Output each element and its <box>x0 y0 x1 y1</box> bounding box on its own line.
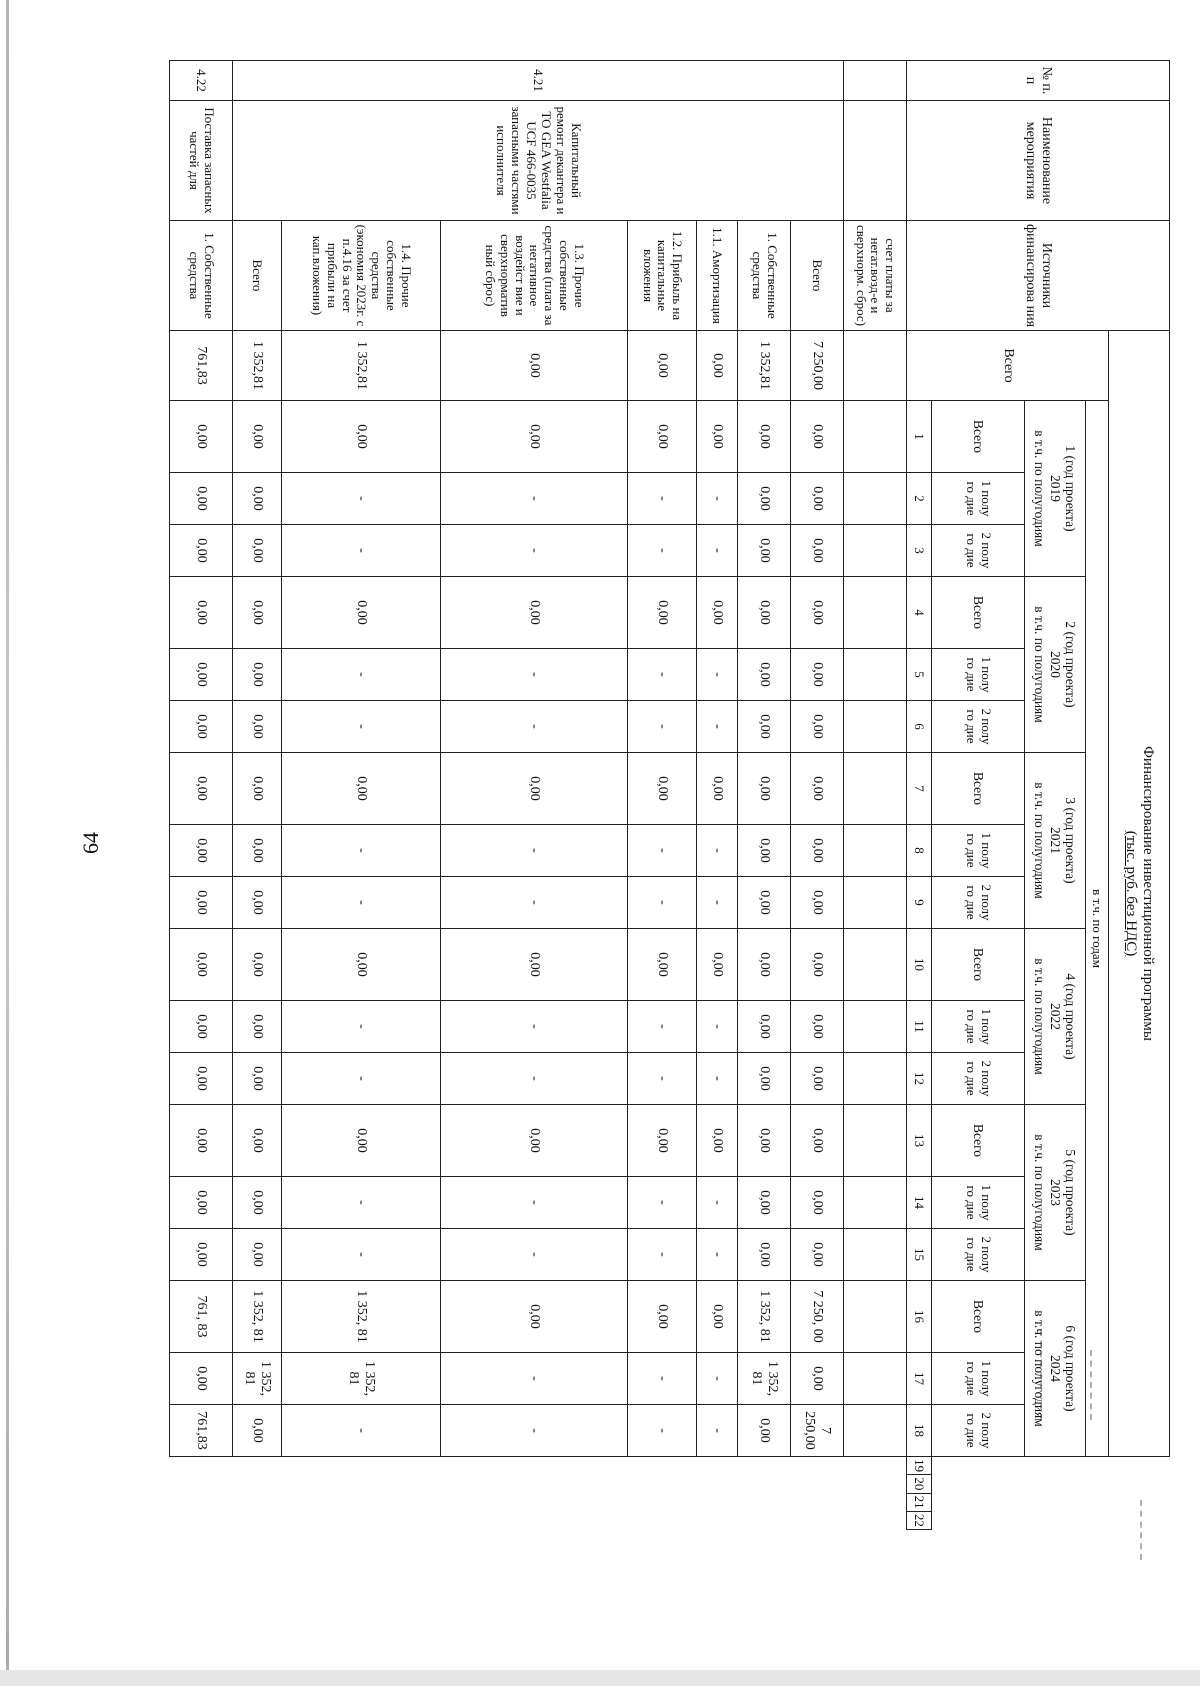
cell-value: - <box>282 1229 441 1281</box>
cell-value: 1 352, 81 <box>233 1353 282 1405</box>
year-sub: в т.ч. по полугодиям <box>1032 606 1048 723</box>
cell-value <box>844 1229 907 1281</box>
cell-value: 0,00 <box>233 525 282 577</box>
cell-value <box>844 1105 907 1177</box>
cell-value: - <box>441 1001 628 1053</box>
cell-value: - <box>282 877 441 929</box>
item-name: Поставка запасных частей для <box>170 101 233 221</box>
cell-value <box>844 1281 907 1353</box>
cell-value: 0,00 <box>282 753 441 825</box>
cell-value: - <box>282 701 441 753</box>
header-year-total: Всего <box>932 1105 1025 1177</box>
item-number: 4.22 <box>170 61 233 101</box>
cell-value: 0,00 <box>170 825 233 877</box>
cell-value: 1 352, 81 <box>738 1281 791 1353</box>
cell-value: 0,00 <box>738 401 791 473</box>
cell-value: 0,00 <box>441 1281 628 1353</box>
year-value: 2022 <box>1047 1003 1063 1030</box>
cell-value: - <box>282 1405 441 1457</box>
cell-value: 0,00 <box>738 1405 791 1457</box>
cell-value: 0,00 <box>738 525 791 577</box>
cell-value: - <box>697 1053 738 1105</box>
cell-value: 0,00 <box>170 1053 233 1105</box>
header-year-5 <box>1025 1105 1086 1281</box>
cell-value: - <box>697 649 738 701</box>
cell-value <box>844 753 907 825</box>
cell-value: 0,00 <box>738 1053 791 1105</box>
cell-value: 0,00 <box>170 1177 233 1229</box>
year-sub: в т.ч. по полугодиям <box>1032 1310 1048 1427</box>
cell-value: 0,00 <box>170 401 233 473</box>
header-year-6 <box>1025 1281 1086 1457</box>
cell-value: 0,00 <box>738 929 791 1001</box>
cell-value: - <box>628 1001 697 1053</box>
cell-source: счет платы за негат.возд-е и сверхнорм. сброс) <box>844 221 907 331</box>
cell-value: 7 250, 00 <box>791 1281 844 1353</box>
year-value: 2020 <box>1047 651 1063 678</box>
cell-value: 0,00 <box>233 929 282 1001</box>
year-value: 2019 <box>1047 475 1063 502</box>
cell-value: - <box>441 701 628 753</box>
column-number: 1 <box>907 401 932 473</box>
cell-value: - <box>628 1053 697 1105</box>
cell-name <box>844 101 907 221</box>
cell-value: 0,00 <box>233 1053 282 1105</box>
cell-value: - <box>441 877 628 929</box>
page-edge <box>6 0 9 1686</box>
year-label: 2 (год проекта) <box>1063 621 1079 708</box>
cell-value: 0,00 <box>628 929 697 1001</box>
cell-value: 0,00 <box>791 1105 844 1177</box>
cell-value: 0,00 <box>697 577 738 649</box>
cell-total: 761,83 <box>170 331 233 401</box>
page-shadow <box>0 1670 1200 1686</box>
cell-value: 0,00 <box>282 1105 441 1177</box>
cell-value: - <box>441 1353 628 1405</box>
cell-value: 0,00 <box>233 701 282 753</box>
header-half-1: 1 полу го дие <box>932 825 1025 877</box>
cell-value: 0,00 <box>791 877 844 929</box>
column-number: 4 <box>907 577 932 649</box>
cell-value: 0,00 <box>738 825 791 877</box>
cell-value <box>844 877 907 929</box>
cell-value: 0,00 <box>233 1177 282 1229</box>
cell-value <box>844 401 907 473</box>
cell-value: 0,00 <box>170 577 233 649</box>
header-half-1: 1 полу го дие <box>932 1177 1025 1229</box>
cell-value: 0,00 <box>791 1353 844 1405</box>
cell-value: 0,00 <box>697 1281 738 1353</box>
header-half-1: 1 полу го дие <box>932 473 1025 525</box>
table-title-line2: (тыс. руб. без НДС) <box>1123 830 1139 957</box>
table-row <box>738 61 791 1530</box>
cell-value: 0,00 <box>738 753 791 825</box>
header-year-total: Всего <box>932 929 1025 1001</box>
cell-value: 0,00 <box>791 473 844 525</box>
cell-value: - <box>697 1177 738 1229</box>
cell-value: - <box>628 525 697 577</box>
cell-value: 0,00 <box>791 825 844 877</box>
column-number: 21 <box>907 1493 932 1511</box>
year-label: 1 (год проекта) <box>1063 445 1079 532</box>
cell-value: 761, 83 <box>170 1281 233 1353</box>
column-number: 14 <box>907 1177 932 1229</box>
header-year-total: Всего <box>932 401 1025 473</box>
header-half-2: 2 полу го дие <box>932 877 1025 929</box>
cell-value: 0,00 <box>233 1405 282 1457</box>
cell-value: - <box>441 1405 628 1457</box>
header-half-2: 2 полу го дие <box>932 701 1025 753</box>
page-number: 64 <box>78 832 103 854</box>
cell-value: 0,00 <box>233 1001 282 1053</box>
column-number: 6 <box>907 701 932 753</box>
cell-value: 0,00 <box>441 929 628 1001</box>
column-number: 7 <box>907 753 932 825</box>
cell-value <box>844 473 907 525</box>
cell-total: 1 352,81 <box>233 331 282 401</box>
cell-value: 0,00 <box>628 753 697 825</box>
cell-value: 0,00 <box>738 701 791 753</box>
cell-value: 0,00 <box>233 1105 282 1177</box>
cell-value: 0,00 <box>170 473 233 525</box>
cell-value: 0,00 <box>791 649 844 701</box>
header-half-1: 1 полу го дие <box>932 1353 1025 1405</box>
year-value: 2024 <box>1047 1355 1063 1383</box>
cell-value: 0,00 <box>697 1105 738 1177</box>
cell-value: 0,00 <box>791 577 844 649</box>
cell-value: 0,00 <box>233 753 282 825</box>
cell-value: 0,00 <box>791 1001 844 1053</box>
cell-value: 0,00 <box>791 1229 844 1281</box>
year-label: 5 (год проекта) <box>1063 1149 1079 1236</box>
cell-value <box>844 1353 907 1405</box>
cell-value: 0,00 <box>170 1353 233 1405</box>
cell-value: 0,00 <box>791 753 844 825</box>
cell-value: 0,00 <box>170 877 233 929</box>
cell-value: 1 352, 81 <box>233 1281 282 1353</box>
cell-value: - <box>282 525 441 577</box>
cell-total: 7 250,00 <box>791 331 844 401</box>
cell-value: - <box>441 649 628 701</box>
cell-value: 7 250,00 <box>791 1405 844 1457</box>
cell-value: 0,00 <box>170 649 233 701</box>
cell-value <box>844 825 907 877</box>
cell-value: 0,00 <box>441 577 628 649</box>
column-number: 15 <box>907 1229 932 1281</box>
cell-value: 0,00 <box>170 1105 233 1177</box>
cell-value: 0,00 <box>738 877 791 929</box>
cell-source: 1.1. Амортизация <box>697 221 738 331</box>
year-value: 2021 <box>1047 827 1063 854</box>
table-row <box>170 61 233 1530</box>
cell-value: 0,00 <box>738 473 791 525</box>
column-number: 16 <box>907 1281 932 1353</box>
cell-value: 0,00 <box>738 1001 791 1053</box>
cell-value: - <box>282 1053 441 1105</box>
cell-value: - <box>441 1229 628 1281</box>
financing-table <box>169 60 1170 1530</box>
column-number: 18 <box>907 1405 932 1457</box>
cell-value: 0,00 <box>791 525 844 577</box>
cell-value: 0,00 <box>170 753 233 825</box>
cell-value: 0,00 <box>791 929 844 1001</box>
cell-value: 0,00 <box>441 753 628 825</box>
cell-value <box>844 701 907 753</box>
cell-value: 0,00 <box>233 877 282 929</box>
cell-value: - <box>697 525 738 577</box>
year-value: 2023 <box>1047 1179 1063 1206</box>
column-number: 20 <box>907 1475 932 1493</box>
table-row <box>441 61 628 1530</box>
column-number: 17 <box>907 1353 932 1405</box>
header-year-1 <box>1025 401 1086 577</box>
cell-value: 0,00 <box>738 1229 791 1281</box>
table-row <box>791 61 844 1530</box>
cell-value <box>844 525 907 577</box>
cell-value: - <box>441 1177 628 1229</box>
header-half-1: 1 полу го дие <box>932 649 1025 701</box>
cell-value: 0,00 <box>738 577 791 649</box>
cell-value: 1 352, 81 <box>282 1353 441 1405</box>
column-number: 2 <box>907 473 932 525</box>
cell-value <box>844 1177 907 1229</box>
header-half-1: 1 полу го дие <box>932 1001 1025 1053</box>
cell-value: 0,00 <box>697 753 738 825</box>
cell-value: 0,00 <box>233 1229 282 1281</box>
cell-value: - <box>282 1001 441 1053</box>
cell-value: - <box>697 1229 738 1281</box>
cell-total: 1 352,81 <box>282 331 441 401</box>
cell-value: 0,00 <box>738 649 791 701</box>
cell-value: - <box>697 1405 738 1457</box>
cell-value <box>844 1053 907 1105</box>
cell-value: - <box>441 525 628 577</box>
cell-value: 0,00 <box>738 1177 791 1229</box>
header-half-2: 2 полу го дие <box>932 1053 1025 1105</box>
cell-value: - <box>282 825 441 877</box>
cell-value: 0,00 <box>441 401 628 473</box>
header-year-3 <box>1025 753 1086 929</box>
year-label: 3 (год проекта) <box>1063 797 1079 884</box>
cell-value: 0,00 <box>697 401 738 473</box>
cell-value: 0,00 <box>282 577 441 649</box>
table-row <box>282 61 441 1530</box>
cell-value: - <box>282 649 441 701</box>
cell-value: 1 352, 81 <box>738 1353 791 1405</box>
cell-value: 0,00 <box>170 701 233 753</box>
cell-value: 0,00 <box>233 649 282 701</box>
cell-value: 0,00 <box>170 1001 233 1053</box>
cell-value: - <box>282 1177 441 1229</box>
cell-value: 0,00 <box>697 929 738 1001</box>
column-number: 13 <box>907 1105 932 1177</box>
cell-value: - <box>697 1353 738 1405</box>
cell-value <box>844 577 907 649</box>
year-label: 6 (год проекта) <box>1063 1325 1079 1412</box>
column-number: 22 <box>907 1511 932 1529</box>
cell-value: - <box>441 473 628 525</box>
column-number: 9 <box>907 877 932 929</box>
item-name: Капитальный ремонт декантера и ТО GEA Westfalia UCF 466-0035 запасными частями исполнителя <box>233 101 844 221</box>
year-sub: в т.ч. по полугодиям <box>1032 1134 1048 1251</box>
column-number: 10 <box>907 929 932 1001</box>
cell-value: - <box>628 649 697 701</box>
cell-value: - <box>697 701 738 753</box>
cell-value <box>844 649 907 701</box>
cell-total: 1 352,81 <box>738 331 791 401</box>
cell-value: 0,00 <box>233 577 282 649</box>
cell-source: 1.4. Прочие собственные средства (экономия 2023г. с п.4.16 за счет прибыли на кап.вложения) <box>282 221 441 331</box>
cell-value: 0,00 <box>441 1105 628 1177</box>
column-number: 12 <box>907 1053 932 1105</box>
table-row <box>233 61 282 1530</box>
cell-value: 0,00 <box>282 929 441 1001</box>
cell-value: - <box>282 473 441 525</box>
cell-value: 0,00 <box>233 473 282 525</box>
column-number: 8 <box>907 825 932 877</box>
cell-value: 0,00 <box>791 1177 844 1229</box>
cell-value <box>844 929 907 1001</box>
cell-value: 0,00 <box>233 825 282 877</box>
cell-source: 1. Собственные средства <box>170 221 233 331</box>
column-number: 3 <box>907 525 932 577</box>
cell-value: 0,00 <box>738 1105 791 1177</box>
column-number: 5 <box>907 649 932 701</box>
column-number: 11 <box>907 1001 932 1053</box>
cell-value: 0,00 <box>628 1105 697 1177</box>
table-row <box>844 61 907 1530</box>
rotated-table-container <box>130 60 1170 1530</box>
cell-value: - <box>441 1053 628 1105</box>
cell-source: Всего <box>791 221 844 331</box>
header-year-4 <box>1025 929 1086 1105</box>
year-label: 4 (год проекта) <box>1063 973 1079 1060</box>
cell-value: 0,00 <box>233 401 282 473</box>
cell-value: - <box>628 473 697 525</box>
cell-value: 0,00 <box>628 577 697 649</box>
header-half-2: 2 полу го дие <box>932 525 1025 577</box>
cell-source: 1. Собственные средства <box>738 221 791 331</box>
header-year-2 <box>1025 577 1086 753</box>
cell-value: 0,00 <box>170 525 233 577</box>
cell-value: 0,00 <box>791 1053 844 1105</box>
cell-total: 0,00 <box>697 331 738 401</box>
cell-value: 0,00 <box>628 1281 697 1353</box>
cell-value <box>844 1001 907 1053</box>
cell-num <box>844 61 907 101</box>
cell-value: - <box>697 877 738 929</box>
cell-source: 1.2. Прибыль на капитальные вложения <box>628 221 697 331</box>
year-sub: в т.ч. по полугодиям <box>1032 430 1048 547</box>
cell-source: 1.3. Прочие собственные средства (плата за негативное воздейст вие и сверхнорматив ный сброс) <box>441 221 628 331</box>
table-row <box>628 61 697 1530</box>
cell-value: - <box>441 825 628 877</box>
cell-value: - <box>628 1405 697 1457</box>
cell-value: 1 352, 81 <box>282 1281 441 1353</box>
table-title-line1: Финансирование инвестиционной программы <box>1140 746 1157 1041</box>
header-total: Всего <box>907 331 1109 401</box>
cell-value: 0,00 <box>791 701 844 753</box>
header-by-years: в т.ч. по годам <box>1086 401 1109 1457</box>
cell-value: - <box>697 825 738 877</box>
cell-value: - <box>628 1229 697 1281</box>
cell-value: - <box>628 1353 697 1405</box>
cell-value: 0,00 <box>282 401 441 473</box>
cell-value: - <box>628 877 697 929</box>
cell-value: - <box>628 701 697 753</box>
cell-value: 0,00 <box>170 929 233 1001</box>
year-sub: в т.ч. по полугодиям <box>1032 958 1048 1075</box>
cell-total: 0,00 <box>628 331 697 401</box>
cell-value: - <box>628 1177 697 1229</box>
cell-value: 761,83 <box>170 1405 233 1457</box>
cell-source: Всего <box>233 221 282 331</box>
header-year-total: Всего <box>932 753 1025 825</box>
header-source: Источники финансирова ния <box>907 221 1170 331</box>
header-name: Наименование мероприятия <box>907 101 1170 221</box>
cell-total: 0,00 <box>441 331 628 401</box>
column-number: 19 <box>907 1457 932 1475</box>
cell-value <box>844 1405 907 1457</box>
cell-value <box>844 331 907 401</box>
item-number: 4.21 <box>233 61 844 101</box>
header-half-2: 2 полу го дие <box>932 1405 1025 1457</box>
header-half-2: 2 полу го дие <box>932 1229 1025 1281</box>
cell-value: - <box>697 1001 738 1053</box>
table-row <box>697 61 738 1530</box>
header-year-total: Всего <box>932 1281 1025 1353</box>
cell-value: 0,00 <box>791 401 844 473</box>
year-sub: в т.ч. по полугодиям <box>1032 782 1048 899</box>
cell-value: 0,00 <box>170 1229 233 1281</box>
cell-value: 0,00 <box>628 401 697 473</box>
header-year-total: Всего <box>932 577 1025 649</box>
cell-value: - <box>628 825 697 877</box>
header-num: № п. п <box>907 61 1170 101</box>
table-title <box>1109 331 1170 1457</box>
cell-value: - <box>697 473 738 525</box>
